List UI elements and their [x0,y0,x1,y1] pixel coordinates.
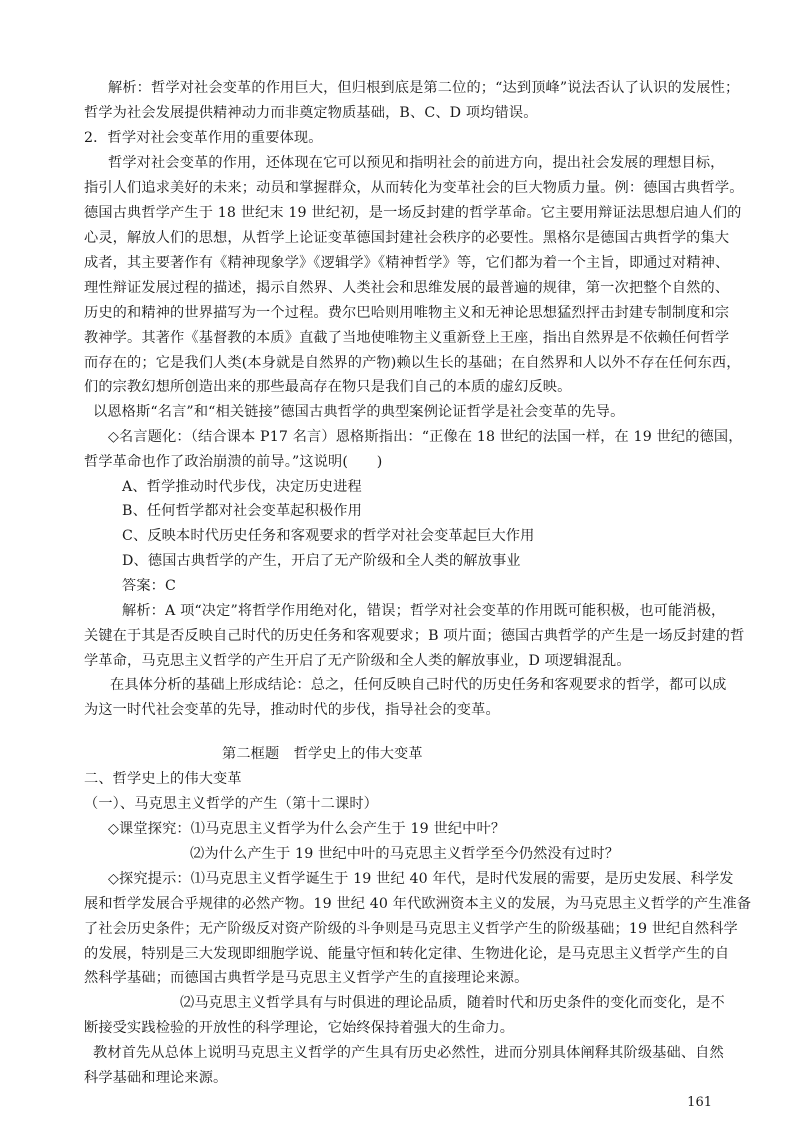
subheading: （一）、马克思主义哲学的产生（第十二课时） [84,796,378,812]
option-c: C、反映本时代历史任务和客观要求的哲学对社会变革起巨大作用 [122,528,535,544]
text-line: 理性辩证发展过程的描述，揭示自然界、人类社会和思维发展的最普遍的规律，第一次把整个自然的、 [84,280,730,296]
text-line: 们的宗教幻想所创造出来的那些最高存在物只是我们自己的本质的虚幻反映。 [84,379,572,395]
text-line: 哲学为社会发展提供精神动力而非奠定物质基础，B、C、D 项均错误。 [84,105,538,121]
text-line: 而存在的；它是我们人类(本身就是自然界的产物)赖以生长的基础；在自然界和人以外不存在任何东西， [84,355,741,371]
text-line: 心灵，解放人们的思想，从哲学上论证变革德国封建社会秩序的必要性。黑格尔是德国古典哲学的集大 [84,230,730,246]
option-a: A、哲学推动时代步伐，决定历史进程 [122,479,362,495]
text-line: 在具体分析的基础上形成结论：总之，任何反映自己时代的历史任务和客观要求的哲学，都可以成 [110,677,727,693]
answer: 答案：C [122,578,177,594]
text-line: 的发展，特别是三大发现即细胞学说、能量守恒和转化定律、生物进化论，是马克思主义哲学产生的自 [84,946,730,962]
text-line: 成者，其主要著作有《精神现象学》《逻辑学》《精神哲学》等，它们都为着一个主旨，即通过对精神、 [84,255,730,271]
option-d: D、德国古典哲学的产生，开启了无产阶级和全人类的解放事业 [122,553,521,569]
text-line: 断接受实践检验的开放性的科学理论，它始终保持着强大的生命力。 [84,1020,515,1036]
text-line: 了社会历史条件；无产阶级反对资产阶级的斗争则是马克思主义哲学产生的阶级基础；19 世纪自然科学 [84,921,738,937]
text-line: 哲学对社会变革的作用，还体现在它可以预见和指明社会的前进方向，提出社会发展的理想目标， [108,155,725,171]
text-line: 学革命，马克思主义哲学的产生开启了无产阶级和全人类的解放事业，D 项逻辑混乱。 [84,653,631,669]
text-line: 科学基础和理论来源。 [84,1070,228,1086]
text-line: 哲学革命也作了政治崩溃的前导。”这说明( ) [84,454,383,470]
text-line: 2．哲学对社会变革作用的重要体现。 [84,130,323,146]
text-line: 指引人们追求美好的未来；动员和掌握群众，从而转化为变革社会的巨大物质力量。例：德国古典哲学。 [84,180,744,196]
text-line: 为这一时代社会变革的先导，推动时代的步伐，指导社会的变革。 [84,702,500,718]
text-line: 历史的和精神的世界描写为一个过程。费尔巴哈则用唯物主义和无神论思想猛烈抨击封建专制制度和宗 [84,305,730,321]
text-line: 然科学基础；而德国古典哲学是马克思主义哲学产生的直接理论来源。 [84,970,529,986]
text-line: 德国古典哲学产生于 18 世纪末 19 世纪初，是一场反封建的哲学革命。它主要用辩证法思想启迪人们的 [84,205,742,221]
text-line: ⑵马克思主义哲学具有与时俱进的理论品质，随着时代和历史条件的变化而变化，是不 [180,995,725,1011]
text-line: ◇探究提示：⑴马克思主义哲学诞生于 19 世纪 40 年代，是时代发展的需要，是历史发展、科学发 [108,871,734,887]
text-line: 解析：A 项“决定”将哲学作用绝对化，错误；哲学对社会变革的作用既可能积极，也可能消极， [122,603,726,619]
heading: 二、哲学史上的伟大变革 [84,771,242,787]
text-line: ◇课堂探究：⑴马克思主义哲学为什么会产生于 19 世纪中叶？ [108,821,506,837]
text-line: ◇名言题化：（结合课本 P17 名言）恩格斯指出：“正像在 18 世纪的法国一样，在 19 世纪的德国， [108,429,743,445]
text-line: 解析：哲学对社会变革的作用巨大，但归根到底是第二位的；“达到顶峰”说法否认了认识的发展性； [108,80,740,96]
section-title: 第二框题 哲学史上的伟大变革 [222,746,423,762]
text-line: 教材首先从总体上说明马克思主义哲学的产生具有历史必然性，进而分别具体阐释其阶级基础、自然 [93,1045,724,1061]
text-line: 教神学。其著作《基督教的本质》直截了当地使唯物主义重新登上王座，指出自然界是不依赖任何哲学 [84,330,730,346]
page-number: 161 [687,1095,712,1110]
text-line: 关键在于其是否反映自己时代的历史任务和客观要求；B 项片面；德国古典哲学的产生是一场反封建的哲 [84,628,745,644]
option-b: B、任何哲学都对社会变革起积极作用 [122,503,362,519]
text-line: ⑵为什么产生于 19 世纪中叶的马克思主义哲学至今仍然没有过时？ [190,846,620,862]
text-line: 展和哲学发展合乎规律的必然产物。19 世纪 40 年代欧洲资本主义的发展，为马克思主义哲学的产生准备 [84,896,752,912]
text-line: 以恩格斯“名言”和“相关链接”德国古典哲学的典型案例论证哲学是社会变革的先导。 [93,404,625,420]
